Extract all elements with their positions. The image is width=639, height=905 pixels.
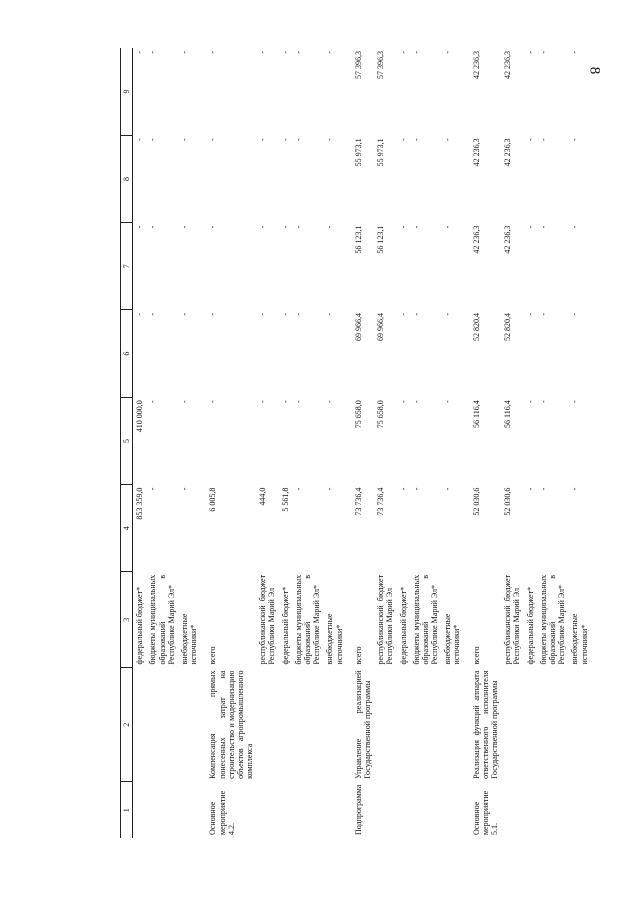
value-cell: - — [538, 400, 548, 403]
value-cell: - — [280, 51, 290, 54]
value-cell: - — [148, 225, 158, 229]
value-cell: - — [293, 138, 303, 142]
measure-code-cell — [410, 782, 442, 838]
value-cell: - — [411, 400, 421, 403]
funding-source-cell: республиканский бюджет Республики Марий Эл — [503, 574, 522, 665]
measure-name-cell — [279, 668, 292, 782]
value-cell: 57 396,3 — [376, 51, 386, 79]
value-cell: - — [398, 225, 408, 229]
measure-name-cell — [146, 668, 178, 782]
value-cell: - — [258, 138, 268, 142]
value-cell: - — [570, 138, 580, 142]
funding-source-cell: бюджеты муниципальных образований в Республике Марий Эл* — [148, 574, 176, 665]
value-cell: - — [135, 225, 145, 229]
header-cell-1: 1 — [121, 782, 133, 838]
funding-source-cell: всего — [353, 646, 363, 665]
value-cell: - — [179, 400, 189, 403]
value-cell: - — [538, 225, 548, 229]
table-body — [133, 48, 591, 838]
value-cell: - — [398, 400, 408, 403]
value-cell: 853 359,0 — [135, 487, 145, 520]
value-cell: - — [570, 312, 580, 316]
measure-name-cell — [501, 668, 523, 782]
measure-code-cell — [501, 782, 523, 838]
measure-name-cell: Реализация функций аппарата ответственного исполнителя Государственной программы — [471, 670, 499, 779]
value-cell: - — [398, 51, 408, 54]
value-cell: - — [525, 138, 535, 142]
value-cell: - — [525, 51, 535, 54]
value-cell: - — [293, 487, 303, 491]
funding-source-cell: внебюджетные источники* — [443, 613, 462, 665]
value-cell: - — [179, 51, 189, 54]
value-cell: - — [411, 487, 421, 491]
value-cell: - — [398, 312, 408, 316]
value-cell: - — [280, 225, 290, 229]
table-row — [441, 48, 463, 838]
measure-name-cell — [374, 668, 396, 782]
value-cell: - — [208, 51, 218, 54]
value-cell: - — [443, 400, 453, 403]
value-cell: 73 736,4 — [376, 487, 386, 516]
funding-source-cell: всего — [208, 646, 218, 665]
value-cell: - — [538, 312, 548, 316]
value-cell: - — [258, 225, 268, 229]
measure-name-cell — [178, 668, 200, 782]
table-row — [256, 48, 278, 838]
header-cell-4: 4 — [121, 485, 133, 572]
value-cell: 56 123,1 — [376, 225, 386, 254]
value-cell: - — [570, 225, 580, 229]
funding-source-cell: бюджеты муниципальных образований в Республике Марий Эл* — [411, 574, 440, 665]
value-cell: - — [208, 138, 218, 142]
header-cell-6: 6 — [121, 310, 133, 397]
funding-source-cell: федеральный бюджет* — [135, 586, 145, 665]
value-cell: - — [179, 138, 189, 142]
value-cell: - — [398, 138, 408, 142]
value-cell: - — [443, 487, 453, 491]
header-cell-5: 5 — [121, 397, 133, 484]
value-cell: 42 236,3 — [503, 138, 513, 167]
measure-name-cell — [410, 668, 442, 782]
table-row — [178, 48, 200, 838]
value-cell: 6 005,8 — [208, 487, 218, 512]
funding-source-cell: федеральный бюджет* — [398, 586, 408, 665]
funding-source-cell: внебюджетные источники* — [325, 613, 344, 665]
value-cell: - — [325, 138, 335, 142]
value-cell: 75 658,0 — [353, 400, 363, 429]
value-cell: - — [135, 138, 145, 142]
value-cell: 56 123,1 — [353, 225, 363, 254]
value-cell: 5 561,8 — [280, 487, 290, 512]
value-cell: - — [443, 225, 453, 229]
measure-code-cell — [374, 782, 396, 838]
table-row — [524, 48, 537, 838]
measure-code-cell — [537, 782, 569, 838]
table-row — [292, 48, 324, 838]
value-cell: - — [148, 312, 158, 316]
header-cell-7: 7 — [121, 223, 133, 310]
table-row — [279, 48, 292, 838]
header-cell-8: 8 — [121, 135, 133, 222]
measure-code-cell — [568, 782, 590, 838]
funding-source-cell: республиканский бюджет Республики Марий Эл — [376, 574, 395, 665]
measure-name-cell — [537, 668, 569, 782]
value-cell: - — [525, 225, 535, 229]
value-cell: - — [179, 225, 189, 229]
value-cell: - — [570, 51, 580, 54]
value-cell: 42 236,3 — [503, 51, 513, 79]
header-cell-9: 9 — [121, 48, 133, 135]
measure-name-cell — [524, 668, 537, 782]
value-cell: 52 820,4 — [471, 312, 481, 341]
value-cell: - — [443, 51, 453, 54]
value-cell: - — [280, 312, 290, 316]
value-cell: 57 396,3 — [353, 51, 363, 79]
value-cell: 55 973,1 — [376, 138, 386, 167]
measure-code-cell: Основное мероприятие 5.1. — [471, 790, 499, 835]
value-cell: - — [148, 138, 158, 142]
value-cell: 56 116,4 — [503, 400, 513, 428]
value-cell: - — [148, 400, 158, 403]
value-cell: 42 236,3 — [471, 51, 481, 79]
header-cell-3: 3 — [121, 572, 133, 668]
value-cell: - — [208, 312, 218, 316]
funding-source-cell: бюджеты муниципальных образований в Республике Марий Эл* — [293, 574, 322, 665]
value-cell: - — [280, 400, 290, 403]
value-cell: - — [135, 51, 145, 54]
header-cell-2: 2 — [121, 668, 133, 782]
value-cell: 42 236,3 — [503, 225, 513, 254]
value-cell: - — [208, 400, 218, 403]
funding-source-cell: внебюджетные источники* — [179, 613, 199, 665]
value-cell: - — [179, 487, 189, 491]
value-cell: - — [325, 225, 335, 229]
value-cell: - — [179, 312, 189, 316]
table-row — [133, 48, 147, 838]
table-row — [410, 48, 442, 838]
measure-name-cell: Управление реализацией Государственной программы — [353, 670, 372, 779]
funding-source-cell: внебюджетные источники* — [570, 613, 589, 665]
measure-name-cell — [323, 668, 345, 782]
measure-code-cell: Основное мероприятие 4.2. — [208, 790, 236, 835]
measure-code-cell — [441, 782, 463, 838]
value-cell: - — [443, 138, 453, 142]
measure-code-cell — [397, 782, 410, 838]
value-cell: - — [293, 51, 303, 54]
value-cell: - — [411, 312, 421, 316]
table-row — [537, 48, 569, 838]
table-row — [568, 48, 590, 838]
value-cell: - — [525, 487, 535, 491]
value-cell: - — [325, 400, 335, 403]
value-cell: - — [538, 51, 548, 54]
funding-source-cell: бюджеты муниципальных образований в Республике Марий Эл* — [538, 574, 567, 665]
funding-source-cell: федеральный бюджет* — [280, 586, 290, 665]
value-cell: 52 820,4 — [503, 312, 513, 341]
value-cell: - — [258, 312, 268, 316]
table-row — [374, 48, 396, 838]
measure-code-cell — [292, 782, 324, 838]
funding-source-cell: всего — [471, 646, 481, 665]
page-number: 8 — [585, 66, 602, 75]
value-cell: 69 966,4 — [353, 312, 363, 341]
value-cell: - — [411, 51, 421, 54]
measure-code-cell — [256, 782, 278, 838]
value-cell: - — [325, 51, 335, 54]
table-row — [323, 48, 345, 838]
value-cell: - — [293, 400, 303, 403]
value-cell: - — [525, 400, 535, 403]
value-cell: - — [538, 487, 548, 491]
value-cell: 56 116,4 — [471, 400, 481, 428]
value-cell: - — [280, 138, 290, 142]
value-cell: 69 966,4 — [376, 312, 386, 341]
value-cell: - — [148, 487, 158, 491]
measure-name-cell: Компенсация прямых понесенных затрат на строительство и модернизацию объектов агропромышленного комплекса — [208, 670, 255, 779]
value-cell: - — [398, 487, 408, 491]
value-cell: 444,0 — [258, 487, 268, 506]
measure-code-cell — [146, 782, 178, 838]
table-row — [397, 48, 410, 838]
value-cell: - — [325, 487, 335, 491]
funding-source-cell: республиканский бюджет Республики Марий Эл — [258, 574, 277, 665]
table-row — [501, 48, 523, 838]
measure-name-cell — [397, 668, 410, 782]
table-row — [346, 48, 374, 838]
measure-name-cell — [292, 668, 324, 782]
measure-code-cell — [524, 782, 537, 838]
value-cell: 410 000,0 — [135, 400, 145, 433]
value-cell: 73 736,4 — [353, 487, 363, 516]
measure-name-cell — [568, 668, 590, 782]
table-row — [146, 48, 178, 838]
value-cell: - — [148, 51, 158, 54]
value-cell: - — [208, 225, 218, 229]
value-cell: 55 973,1 — [353, 138, 363, 167]
funding-source-cell: федеральный бюджет* — [525, 586, 535, 665]
value-cell: - — [411, 138, 421, 142]
value-cell: - — [293, 225, 303, 229]
value-cell: 75 658,0 — [376, 400, 386, 429]
measure-code-cell: Подпрограмма — [353, 784, 363, 835]
value-cell: - — [325, 312, 335, 316]
table-row — [200, 48, 256, 838]
value-cell: - — [258, 51, 268, 54]
header-row — [121, 48, 133, 838]
rotated-table-wrapper — [120, 48, 630, 838]
measure-code-cell — [133, 782, 147, 838]
value-cell: - — [538, 138, 548, 142]
value-cell: - — [570, 487, 580, 491]
value-cell: 42 236,3 — [471, 138, 481, 167]
measure-name-cell — [256, 668, 278, 782]
value-cell: 42 236,3 — [471, 225, 481, 254]
measure-name-cell — [441, 668, 463, 782]
value-cell: - — [525, 312, 535, 316]
value-cell: - — [443, 312, 453, 316]
value-cell: - — [293, 312, 303, 316]
measure-code-cell — [323, 782, 345, 838]
value-cell: - — [570, 400, 580, 403]
measure-name-cell — [133, 668, 147, 782]
budget-table — [120, 48, 591, 838]
measure-code-cell — [279, 782, 292, 838]
value-cell: 52 030,6 — [471, 487, 481, 516]
value-cell: - — [411, 225, 421, 229]
table-row — [464, 48, 502, 838]
measure-code-cell — [178, 782, 200, 838]
value-cell: - — [258, 400, 268, 403]
value-cell: - — [135, 312, 145, 316]
value-cell: 52 030,6 — [503, 487, 513, 516]
